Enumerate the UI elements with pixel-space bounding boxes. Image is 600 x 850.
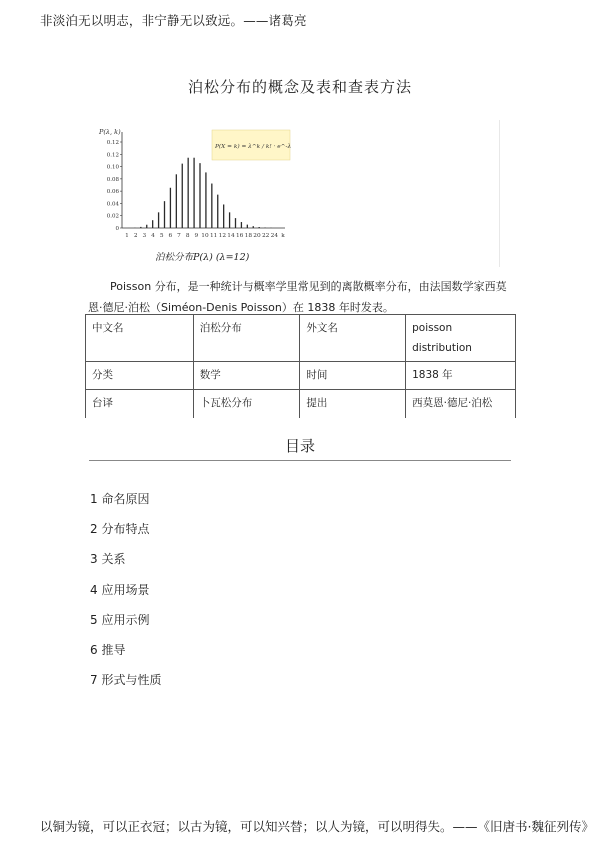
formula: P(X = k) = λ^k / k! · e^-λ bbox=[215, 144, 292, 150]
table-row bbox=[86, 362, 516, 390]
poisson-chart bbox=[99, 120, 500, 267]
toc-item[interactable]: 1 命名原因 bbox=[90, 492, 150, 506]
table-cell: poisson distribution bbox=[406, 315, 516, 362]
x-tick-label: 8 bbox=[185, 233, 190, 239]
table-row bbox=[86, 390, 516, 418]
toc-item[interactable]: 6 推导 bbox=[90, 642, 126, 657]
footer-quote: 以铜为镜，可以正衣冠；以古为镜，可以知兴替；以人为镜，可以明得失。——《旧唐书·魏征列传》 bbox=[40, 819, 594, 834]
toc-item[interactable]: 4 应用场景 bbox=[90, 582, 150, 597]
y-tick-label: 0.08 bbox=[106, 176, 119, 183]
toc-item[interactable]: 3 关系 bbox=[90, 552, 126, 567]
y-tick-label: 0.04 bbox=[106, 201, 119, 208]
toc-item[interactable]: 5 应用示例 bbox=[90, 612, 150, 627]
x-tick-label: 10 bbox=[201, 233, 209, 239]
table-cell: 西莫恩·德尼·泊松 bbox=[406, 390, 516, 418]
toc-title: 目录 bbox=[284, 437, 315, 455]
table-row bbox=[86, 315, 516, 362]
y-tick-label: 0.06 bbox=[106, 189, 119, 196]
table-cell: 中文名 bbox=[86, 315, 194, 362]
y-tick-label: 0.12 bbox=[106, 140, 119, 146]
table-cell: 台译 bbox=[86, 390, 194, 418]
x-tick-label: 2 bbox=[133, 233, 138, 239]
table-cell: 卜瓦松分布 bbox=[193, 390, 300, 418]
y-tick-label: 0 bbox=[115, 226, 119, 232]
x-tick-label: 3 bbox=[142, 233, 147, 239]
x-tick-label: 22 bbox=[261, 233, 270, 239]
toc-item[interactable]: 7 形式与性质 bbox=[90, 673, 162, 688]
x-tick-label: 11 bbox=[209, 233, 218, 239]
y-tick-label: 0.10 bbox=[106, 164, 119, 171]
toc-item[interactable]: 2 分布特点 bbox=[90, 522, 150, 537]
table-cell: 外文名 bbox=[300, 315, 406, 362]
x-tick-label: 20 bbox=[253, 233, 261, 239]
y-tick-label: 0.12 bbox=[106, 152, 119, 159]
header-quote: 非淡泊无以明志，非宁静无以致远。——诸葛亮 bbox=[40, 13, 307, 28]
table-cell: 数学 bbox=[193, 362, 300, 390]
x-tick-label: 6 bbox=[168, 233, 173, 239]
intro-line-2: 恩·德尼·泊松（Siméon-Denis Poisson）在 1838 年时发表。 bbox=[88, 301, 394, 314]
intro-paragraph bbox=[88, 276, 518, 318]
poisson-figure bbox=[99, 120, 500, 267]
table-cell: 提出 bbox=[300, 390, 406, 418]
info-table bbox=[85, 314, 516, 418]
x-tick-label: k bbox=[281, 233, 285, 239]
table-cell: 1838 年 bbox=[406, 362, 516, 390]
table-cell: 时间 bbox=[300, 362, 406, 390]
table-cell: 分类 bbox=[86, 362, 194, 390]
page-title: 泊松分布的概念及表和查表方法 bbox=[187, 78, 412, 96]
x-tick-label: 14 bbox=[227, 233, 235, 239]
table-cell: 泊松分布 bbox=[193, 315, 300, 362]
x-tick-label: 9 bbox=[194, 233, 199, 239]
x-tick-label: 16 bbox=[235, 233, 244, 239]
toc-list bbox=[90, 491, 161, 702]
x-tick-label: 24 bbox=[270, 233, 279, 239]
toc-divider bbox=[89, 460, 511, 461]
intro-line-1: Poisson 分布，是一种统计与概率学里常见到的离散概率分布，由法国数学家西莫 bbox=[110, 280, 507, 293]
x-tick-label: 5 bbox=[159, 233, 164, 239]
x-tick-label: 12 bbox=[218, 233, 227, 239]
y-axis-label: P(λ, k) bbox=[99, 128, 121, 136]
x-tick-label: 4 bbox=[151, 233, 155, 239]
chart-caption: 泊松分布P(λ) (λ=12) bbox=[155, 252, 250, 263]
y-tick-label: 0.02 bbox=[106, 213, 119, 220]
x-tick-label: 18 bbox=[244, 233, 253, 239]
x-tick-label: 1 bbox=[125, 233, 129, 239]
x-tick-label: 7 bbox=[177, 233, 181, 239]
